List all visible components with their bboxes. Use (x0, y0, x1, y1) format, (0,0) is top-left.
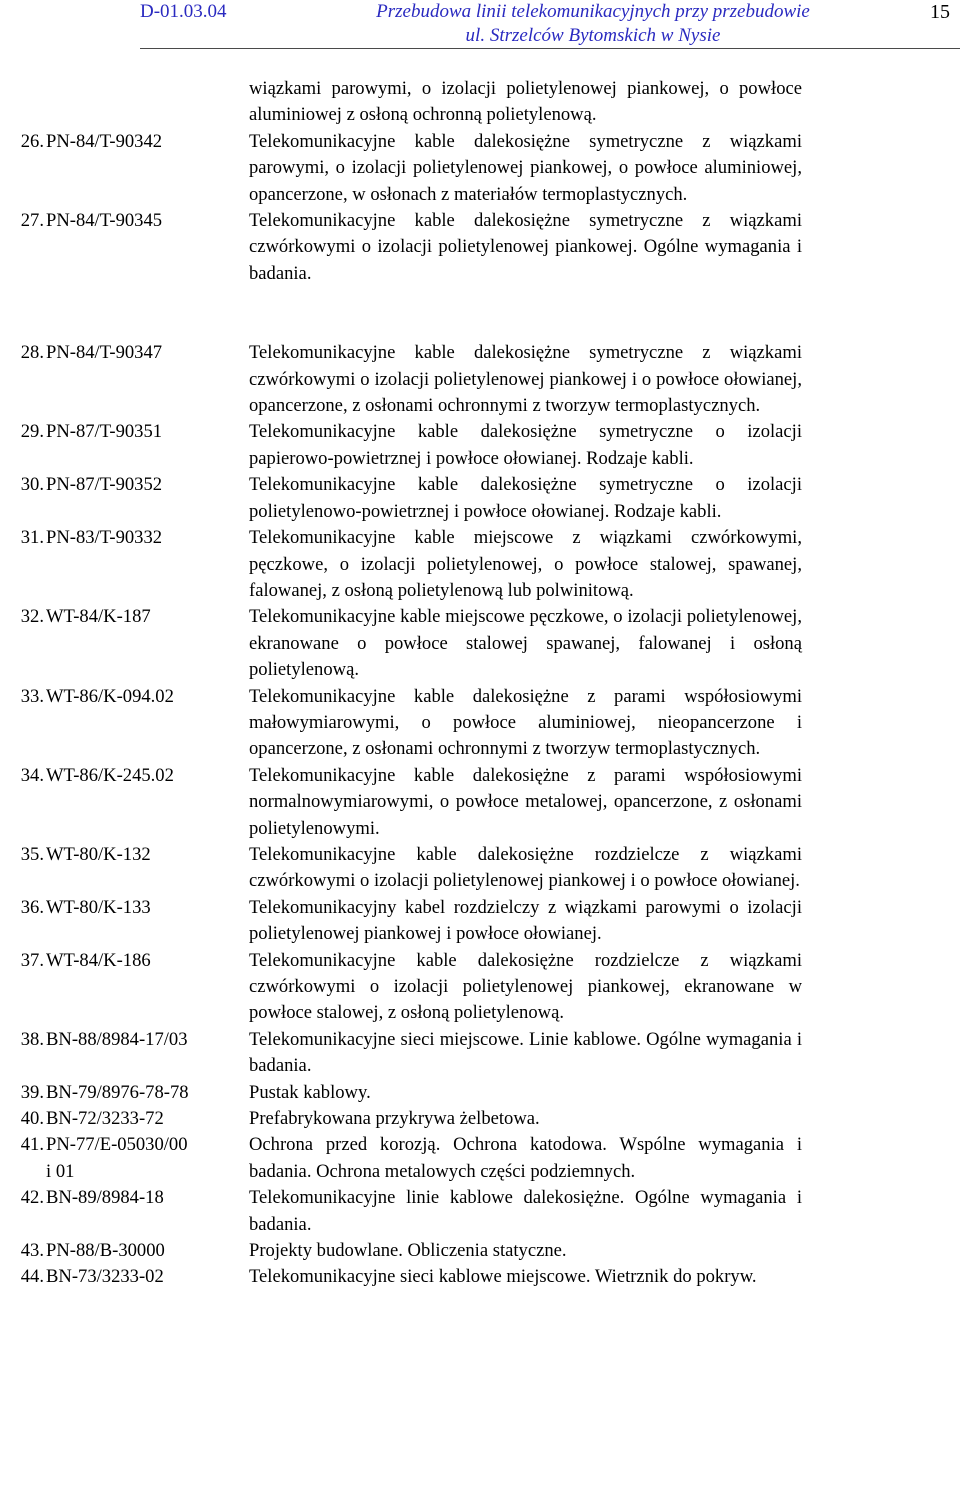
entry-number: 27. (20, 210, 44, 232)
document-title-line-1: Przebudowa linii telekomunikacyjnych przy przebudowie (376, 1, 810, 22)
document-title-line-2: ul. Strzelców Bytomskich w Nysie (465, 25, 721, 46)
standard-code: PN-84/T-90347 (46, 342, 163, 364)
list-item (0, 129, 960, 208)
entry-number: 42. (20, 1187, 44, 1209)
entry-description: Telekomunikacyjne kable dalekosiężne rozdzielcze z wiązkami czwórkowymi o izolacji polietylenowej piankowej, ekranowane w powłoce stalowej, z osłoną polietylenową. (249, 949, 802, 1024)
standard-code: BN-72/3233-72 (46, 1108, 164, 1130)
entry-number: 44. (20, 1266, 44, 1288)
entry-description: Telekomunikacyjne kable dalekosiężne z parami współosiowymi normalnowymiarowymi, o powłoce metalowej, opancerzone, z osłonami polietylenowymi. (249, 764, 802, 839)
entry-number: 39. (20, 1081, 44, 1103)
entry-description: Telekomunikacyjne kable dalekosiężne symetryczne z wiązkami czwórkowymi o izolacji polietylenowej piankowej i o powłoce ołowianej, opancerzone, z osłonami ochronnymi z tworzyw termoplastycznych. (249, 342, 802, 417)
standard-code: WT-84/K-187 (46, 606, 151, 628)
entry-description: Projekty budowlane. Obliczenia statyczne. (249, 1240, 567, 1262)
list-item (0, 842, 960, 895)
standard-code: PN-83/T-90332 (46, 527, 163, 549)
entry-description: Telekomunikacyjne kable dalekosiężne symetryczne z wiązkami parowymi, o izolacji polietylenowej piankowej, o powłoce aluminiowej, opancerzone, w osłonach z materiałów termoplastycznych. (249, 130, 802, 205)
entry-description: Telekomunikacyjne sieci kablowe miejscowe. Wietrznik do pokryw. (249, 1266, 757, 1288)
entry-description: Telekomunikacyjne kable dalekosiężne symetryczne z wiązkami czwórkowymi o izolacji polietylenowej piankowej. Ogólne wymagania i badania. (249, 210, 802, 284)
list-item (0, 763, 960, 842)
entry-number: 36. (20, 896, 44, 918)
entry-number: 31. (20, 527, 44, 549)
entry-number: 43. (20, 1240, 44, 1262)
list-item (0, 340, 960, 419)
list-item (0, 604, 960, 683)
entry-number: 29. (20, 421, 44, 443)
list-item (0, 1185, 960, 1238)
list-item (0, 895, 960, 948)
entry-number: 38. (20, 1028, 44, 1050)
list-item (0, 1264, 960, 1290)
document-code: D-01.03.04 (140, 1, 227, 22)
list-item (0, 208, 960, 287)
standard-code: WT-80/K-132 (46, 843, 151, 865)
entry-number: 32. (20, 606, 44, 628)
list-item (0, 684, 960, 763)
list-item (0, 419, 960, 472)
list-item (0, 1106, 960, 1132)
standard-code: PN-84/T-90342 (46, 130, 163, 152)
entry-number: 28. (20, 342, 44, 364)
list-item (0, 948, 960, 1027)
entry-description: Telekomunikacyjne kable dalekosiężne symetryczne o izolacji papierowo-powietrznej i powłoce ołowianej. Rodzaje kabli. (249, 421, 802, 469)
standard-code: BN-88/8984-17/03 (46, 1028, 188, 1050)
standard-code: BN-79/8976-78-78 (46, 1081, 189, 1103)
standard-code: WT-84/K-186 (46, 949, 151, 971)
standard-code: PN-87/T-90351 (46, 421, 163, 443)
entry-description: Telekomunikacyjne linie kablowe dalekosiężne. Ogólne wymagania i badania. (249, 1187, 802, 1235)
standard-code: PN-84/T-90345 (46, 210, 163, 232)
entry-description: Pustak kablowy. (249, 1081, 371, 1103)
entry-description: wiązkami parowymi, o izolacji polietylenowej piankowej, o powłoce aluminiowej z osłoną ochronną polietylenową. (249, 78, 802, 126)
list-item-continuation (0, 76, 960, 129)
standard-code: BN-73/3233-02 (46, 1266, 164, 1288)
entry-description: Telekomunikacyjne kable miejscowe z wiązkami czwórkowymi, pęczkowe, o izolacji polietylenowej, o powłoce stalowej, spawanej, falowanej, z osłoną polietylenową lub polwinitową. (249, 527, 802, 601)
standard-code: PN-77/E-05030/00 i 01 (46, 1134, 188, 1182)
list-item (0, 1238, 960, 1264)
entry-description: Telekomunikacyjne kable miejscowe pęczkowe, o izolacji polietylenowej, ekranowane o powłoce stalowej spawanej, falowanej i osłoną polietylenową. (249, 606, 802, 681)
standard-code: WT-86/K-094.02 (46, 685, 174, 707)
standard-code: PN-87/T-90352 (46, 474, 163, 496)
entry-description: Ochrona przed korozją. Ochrona katodowa. Wspólne wymagania i badania. Ochrona metalowych części podziemnych. (249, 1134, 802, 1182)
entry-number: 30. (20, 474, 44, 496)
list-item (0, 472, 960, 525)
entry-description: Telekomunikacyjne kable dalekosiężne z parami współosiowymi małowymiarowymi, o powłoce aluminiowej, nieopancerzone i opancerzone, z osłonami ochronnymi z tworzyw termoplastycznych. (249, 685, 802, 760)
entry-number: 34. (20, 764, 44, 786)
list-item (0, 1080, 960, 1106)
page-number: 15 (930, 1, 950, 23)
entry-description: Telekomunikacyjne kable dalekosiężne rozdzielcze z wiązkami czwórkowymi o izolacji polietylenowej piankowej i o powłoce ołowianej. (249, 843, 802, 892)
entry-number: 26. (20, 130, 44, 152)
standard-code: WT-86/K-245.02 (46, 764, 174, 786)
entry-description: Prefabrykowana przykrywa żelbetowa. (249, 1108, 540, 1130)
standard-code: WT-80/K-133 (46, 896, 151, 918)
header-divider (140, 48, 960, 49)
entry-description: Telekomunikacyjne sieci miejscowe. Linie kablowe. Ogólne wymagania i badania. (249, 1028, 802, 1077)
entry-number: 33. (20, 685, 44, 707)
list-item (0, 525, 960, 604)
entry-number: 40. (20, 1108, 44, 1130)
entry-number: 41. (20, 1134, 44, 1156)
entry-number: 35. (20, 843, 44, 865)
entry-description: Telekomunikacyjne kable dalekosiężne symetryczne o izolacji polietylenowo-powietrznej i powłoce ołowianej. Rodzaje kabli. (249, 474, 802, 522)
standard-code: PN-88/B-30000 (46, 1240, 165, 1262)
document-title (318, 0, 868, 48)
list-item (0, 1132, 960, 1185)
page-header (0, 0, 960, 48)
standard-code: BN-89/8984-18 (46, 1187, 164, 1209)
standards-list (0, 76, 960, 1291)
list-item (0, 1027, 960, 1080)
entry-number: 37. (20, 949, 44, 971)
entry-description: Telekomunikacyjny kabel rozdzielczy z wiązkami parowymi o izolacji polietylenowej piankowej i powłoce ołowianej. (249, 896, 802, 945)
